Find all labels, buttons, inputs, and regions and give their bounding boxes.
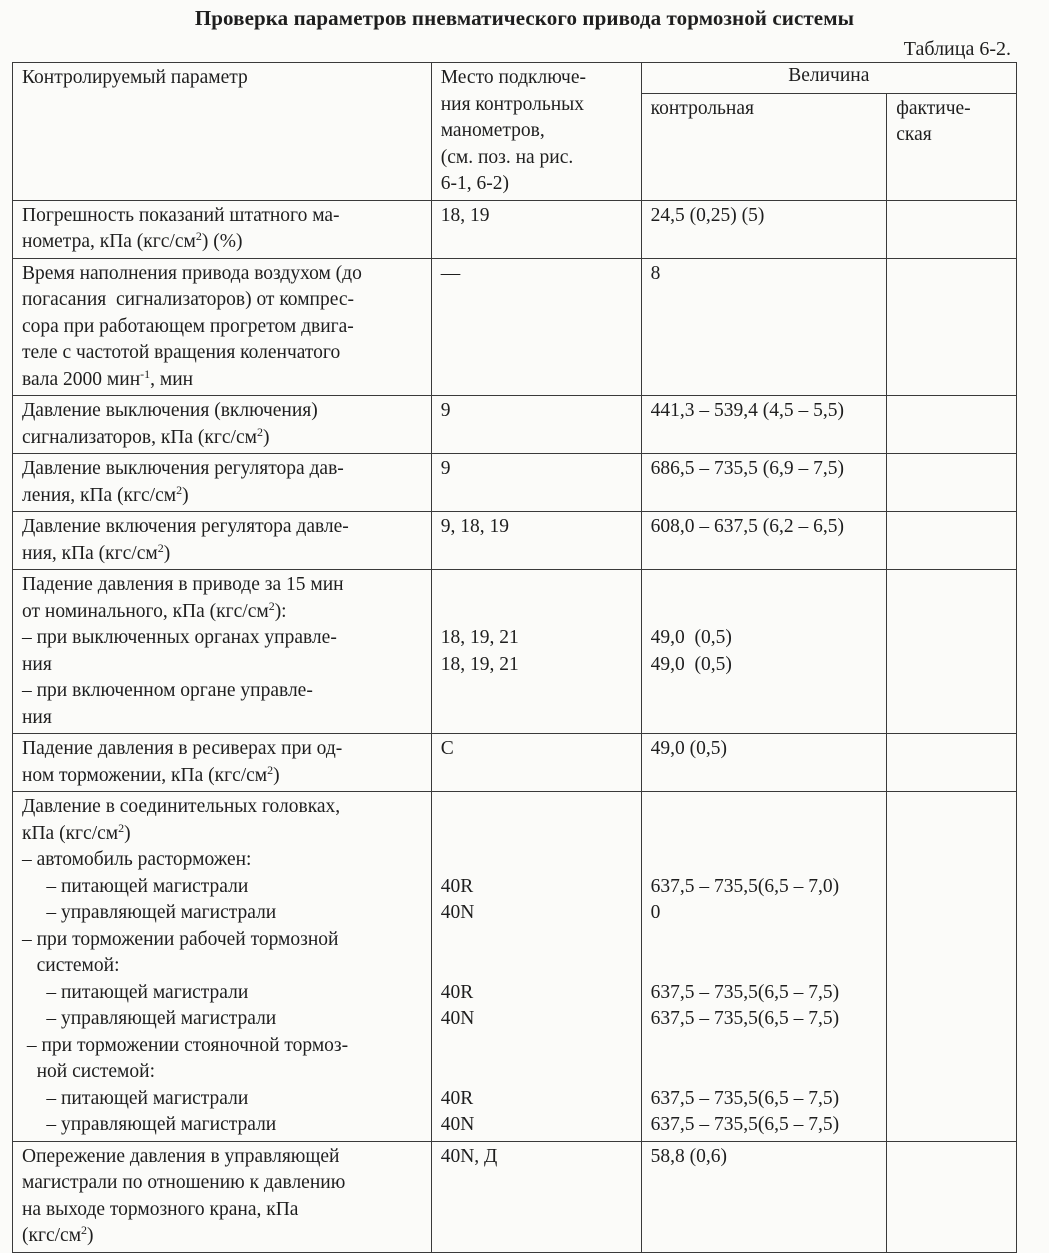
superscript: 2 [267,762,274,777]
param-cell [13,512,432,570]
param-cell [13,454,432,512]
header-place [431,63,641,201]
table-label: Таблица 6-2. [903,38,1011,60]
param-line: Падение давления в приводе за 15 мин [22,574,344,595]
param-line: погасания сигнализаторов) от компрес- [22,289,355,310]
actual-value-cell [887,792,1017,1142]
param-cell [13,396,432,454]
param-line: Время наполнения привода воздухом (до [22,262,362,284]
spacer [651,847,879,874]
param-text: ) (%) [201,231,243,252]
param-line: – питающей магистрали [22,875,249,897]
header-actual-line: ская [896,124,932,145]
param-text: от номинального, кПа (кгс/см [22,600,269,622]
actual-value-cell [887,454,1017,512]
param-line: Давление в соединительных головках, [22,796,341,817]
table-row [13,512,1017,570]
table-header-row [13,63,1017,94]
place-line: 40R [440,981,474,1003]
param-line: – управляющей магистрали [22,902,277,923]
param-text: вала 2000 мин [22,368,141,390]
value-line: 637,5 – 735,5(6,5 – 7,5) [650,1114,840,1135]
superscript: 2 [256,424,263,439]
control-value-cell: 49,0 (0,5) [641,734,887,792]
param-text: (кгс/см [22,1225,82,1246]
param-text: сигнализаторов, кПа (кгс/см [22,426,257,448]
param-text: ) [182,484,189,506]
param-text: ) [87,1225,94,1246]
spacer [441,1033,633,1060]
spacer [441,599,633,626]
param-line: ния [22,706,52,728]
actual-value-cell [887,258,1017,396]
param-text: ном торможении, кПа (кгс/см [22,764,268,786]
value-line: 637,5 – 735,5(6,5 – 7,5) [650,1008,840,1029]
table-row [13,570,1017,734]
place-line: 40N [440,1114,475,1135]
param-line: на выходе тормозного крана, кПа [22,1198,299,1220]
param-cell [13,258,432,396]
param-line: Опережение давления в управляющей [22,1145,340,1167]
spacer [651,1033,879,1060]
spacer [441,821,633,848]
place-line: 40N [440,1008,475,1029]
value-line: 637,5 – 735,5(6,5 – 7,5) [650,1087,840,1109]
value-line: 637,5 – 735,5(6,5 – 7,0) [650,875,840,897]
table-row [13,792,1017,1142]
actual-value-cell [887,570,1017,734]
control-value-cell: 441,3 – 539,4 (4,5 – 5,5) [641,396,887,454]
param-line: – при выключенных органах управле- [22,627,337,648]
param-text: , мин [150,368,194,390]
param-line: ной системой: [22,1061,155,1082]
param-text: ) [124,822,131,844]
spacer [441,927,633,954]
spacer [441,1059,633,1086]
param-cell [13,200,432,258]
control-value-cell: 608,0 – 637,5 (6,2 – 6,5) [641,512,887,570]
param-line [22,367,423,394]
param-cell [13,734,432,792]
param-text: ) [262,426,270,448]
param-line [22,821,423,848]
actual-value-cell [887,200,1017,258]
superscript: -1 [140,366,151,381]
superscript: 2 [81,1223,88,1237]
table-row [13,200,1017,258]
spacer [651,1059,879,1086]
superscript: 2 [195,229,202,243]
control-value-cell [641,570,887,734]
value-line: 49,0 (0,5) [650,653,732,675]
place-cell: 9 [431,454,641,512]
actual-value-cell [887,512,1017,570]
param-line [22,425,423,452]
param-line [22,1223,423,1250]
place-cell: 9, 18, 19 [431,512,641,570]
param-cell [13,1141,432,1252]
param-line: Давление включения регулятора давле- [22,516,349,537]
place-line: 40R [440,875,474,897]
param-line [22,541,423,568]
place-cell [431,570,641,734]
place-cell: 9 [431,396,641,454]
header-place-line: ния контрольных [440,93,585,115]
header-param: Контролируемый параметр [13,63,432,201]
place-line: 40R [440,1087,474,1109]
param-line [22,483,423,510]
header-value: Величина [641,63,1016,94]
place-cell [431,792,641,1142]
param-line: ния [22,653,52,675]
param-line [22,229,423,256]
header-place-line: Место подключе- [440,67,587,88]
param-line: – питающей магистрали [22,1087,249,1109]
spacer [651,927,879,954]
param-line: – при торможении рабочей тормозной [22,928,339,950]
header-place-line: (см. поз. на рис. [440,146,574,168]
param-text: кПа (кгс/см [22,822,119,844]
param-text: ) [163,542,171,564]
control-value-cell: 24,5 (0,25) (5) [641,200,887,258]
value-line: 0 [650,902,661,923]
superscript: 2 [118,820,125,835]
value-line: 49,0 (0,5) [650,627,732,648]
header-control: контрольная [641,93,887,200]
param-line: – при торможении стояночной тормоз- [22,1034,349,1056]
table-row [13,396,1017,454]
param-line: сора при работающем прогретом двига- [22,315,354,337]
param-line: теле с частотой вращения коленчатого [22,342,341,363]
header-actual [887,93,1017,200]
superscript: 2 [268,598,275,613]
value-line: 637,5 – 735,5(6,5 – 7,5) [650,981,840,1003]
control-value-cell [641,792,887,1142]
actual-value-cell [887,396,1017,454]
spacer [441,794,633,821]
param-line [22,763,423,790]
param-line: системой: [22,955,120,976]
param-cell [13,792,432,1142]
place-cell: 18, 19 [431,200,641,258]
place-line: 40N [440,902,475,923]
param-line: Давление выключения регулятора дав- [22,458,344,479]
place-line: 18, 19, 21 [440,653,519,675]
header-place-line: 6-1, 6-2) [440,173,509,194]
param-line: Падение давления в ресиверах при од- [22,738,343,759]
spacer [651,599,879,626]
param-line: Давление выключения (включения) [22,400,318,421]
control-value-cell: 58,8 (0,6) [641,1141,887,1252]
param-line [22,599,423,626]
param-text: ления, кПа (кгс/см [22,484,177,506]
param-text: ния, кПа (кгс/см [22,542,158,564]
table-row [13,454,1017,512]
place-cell: — [431,258,641,396]
param-text: ) [273,764,280,786]
param-line: – питающей магистрали [22,981,249,1003]
param-cell [13,570,432,734]
spacer [441,572,633,599]
param-line: – автомобиль расторможен: [22,849,252,870]
param-line: – при включенном органе управле- [22,680,313,701]
param-line: Погрешность показаний штатного ма- [22,204,340,226]
param-text: ): [274,600,287,622]
spacer [651,821,879,848]
table-row [13,734,1017,792]
parameters-table [12,62,1017,1253]
page-title: Проверка параметров пневматического привода тормозной системы [194,6,855,30]
actual-value-cell [887,734,1017,792]
param-line: – управляющей магистрали [22,1114,277,1135]
spacer [651,953,879,980]
superscript: 2 [157,540,164,555]
spacer [441,953,633,980]
actual-value-cell [887,1141,1017,1252]
param-line: магистрали по отношению к давлению [22,1172,346,1193]
spacer [441,847,633,874]
header-actual-line: фактиче- [896,97,971,119]
param-text: нометра, кПа (кгс/см [22,231,196,252]
place-cell: С [431,734,641,792]
control-value-cell: 8 [641,258,887,396]
place-cell: 40N, Д [431,1141,641,1252]
table-row [13,1141,1017,1252]
header-place-line: манометров, [440,120,545,141]
control-value-cell: 686,5 – 735,5 (6,9 – 7,5) [641,454,887,512]
table-row [13,258,1017,396]
superscript: 2 [176,482,183,497]
spacer [651,794,879,821]
spacer [651,572,879,599]
place-line: 18, 19, 21 [440,627,519,648]
param-line: – управляющей магистрали [22,1008,277,1029]
